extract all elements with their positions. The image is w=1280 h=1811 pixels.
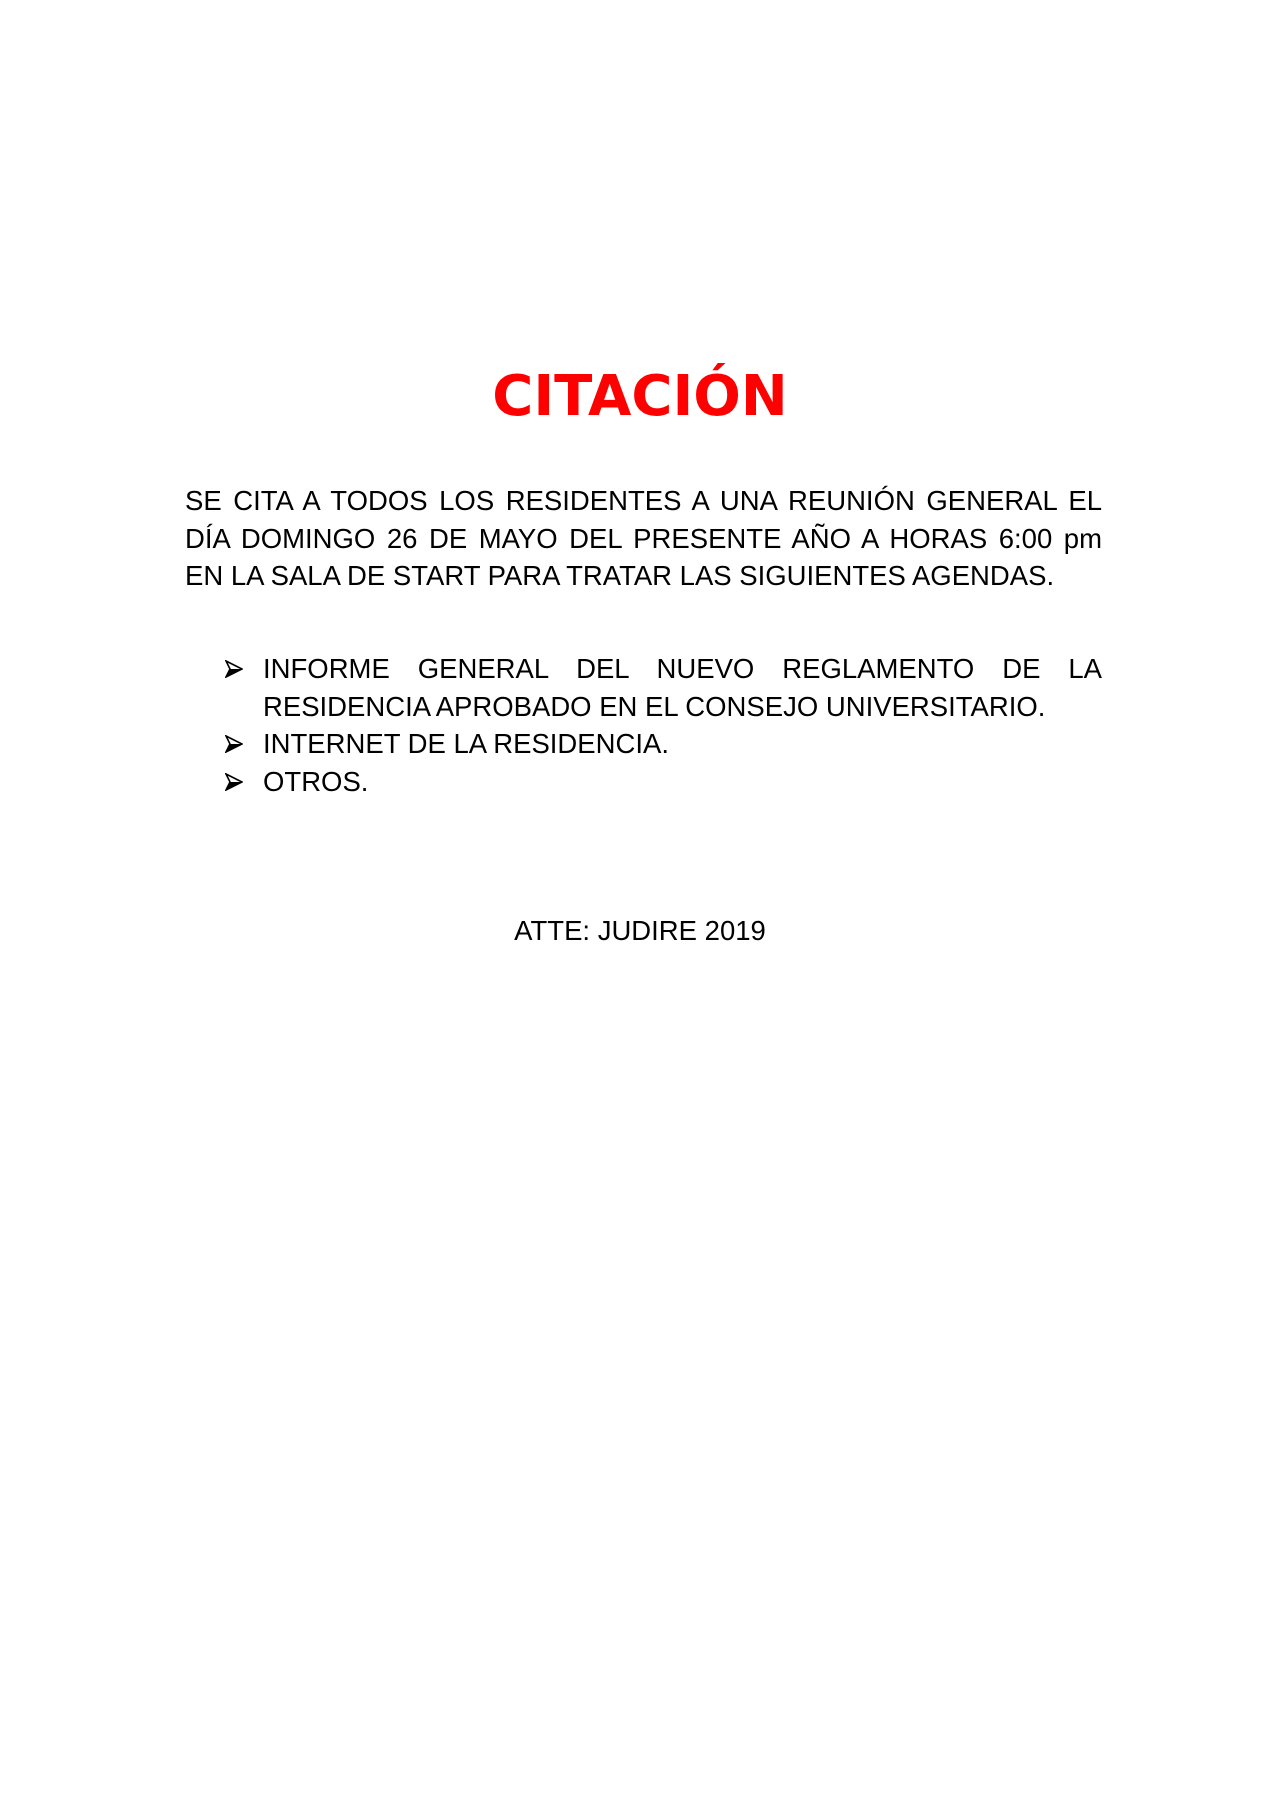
summons-paragraph: SE CITA A TODOS LOS RESIDENTES A UNA REUNIÓN GENERAL EL DÍA DOMINGO 26 DE MAYO DEL PRESENTE AÑO A HORAS 6:00 pm EN LA SALA DE START PARA TRATAR LAS SIGUIENTES AGENDAS. [185, 485, 1102, 591]
agenda-item [223, 763, 1102, 801]
agenda-list [223, 650, 1102, 800]
arrowhead-bullet-icon [225, 660, 243, 678]
arrowhead-bullet-icon [225, 735, 243, 753]
signature-line: ATTE: JUDIRE 2019 [514, 915, 766, 946]
document-title: CITACIÓN [492, 364, 788, 429]
agenda-item-text: INTERNET DE LA RESIDENCIA. [263, 728, 669, 759]
arrowhead-bullet-icon [225, 773, 243, 791]
agenda-item-text: INFORME GENERAL DEL NUEVO REGLAMENTO DE LA RESIDENCIA APROBADO EN EL CONSEJO UNIVERSITARIO. [263, 653, 1102, 722]
agenda-item-text: OTROS. [263, 765, 369, 797]
agenda-item [223, 725, 1102, 763]
agenda-item [223, 650, 1102, 725]
